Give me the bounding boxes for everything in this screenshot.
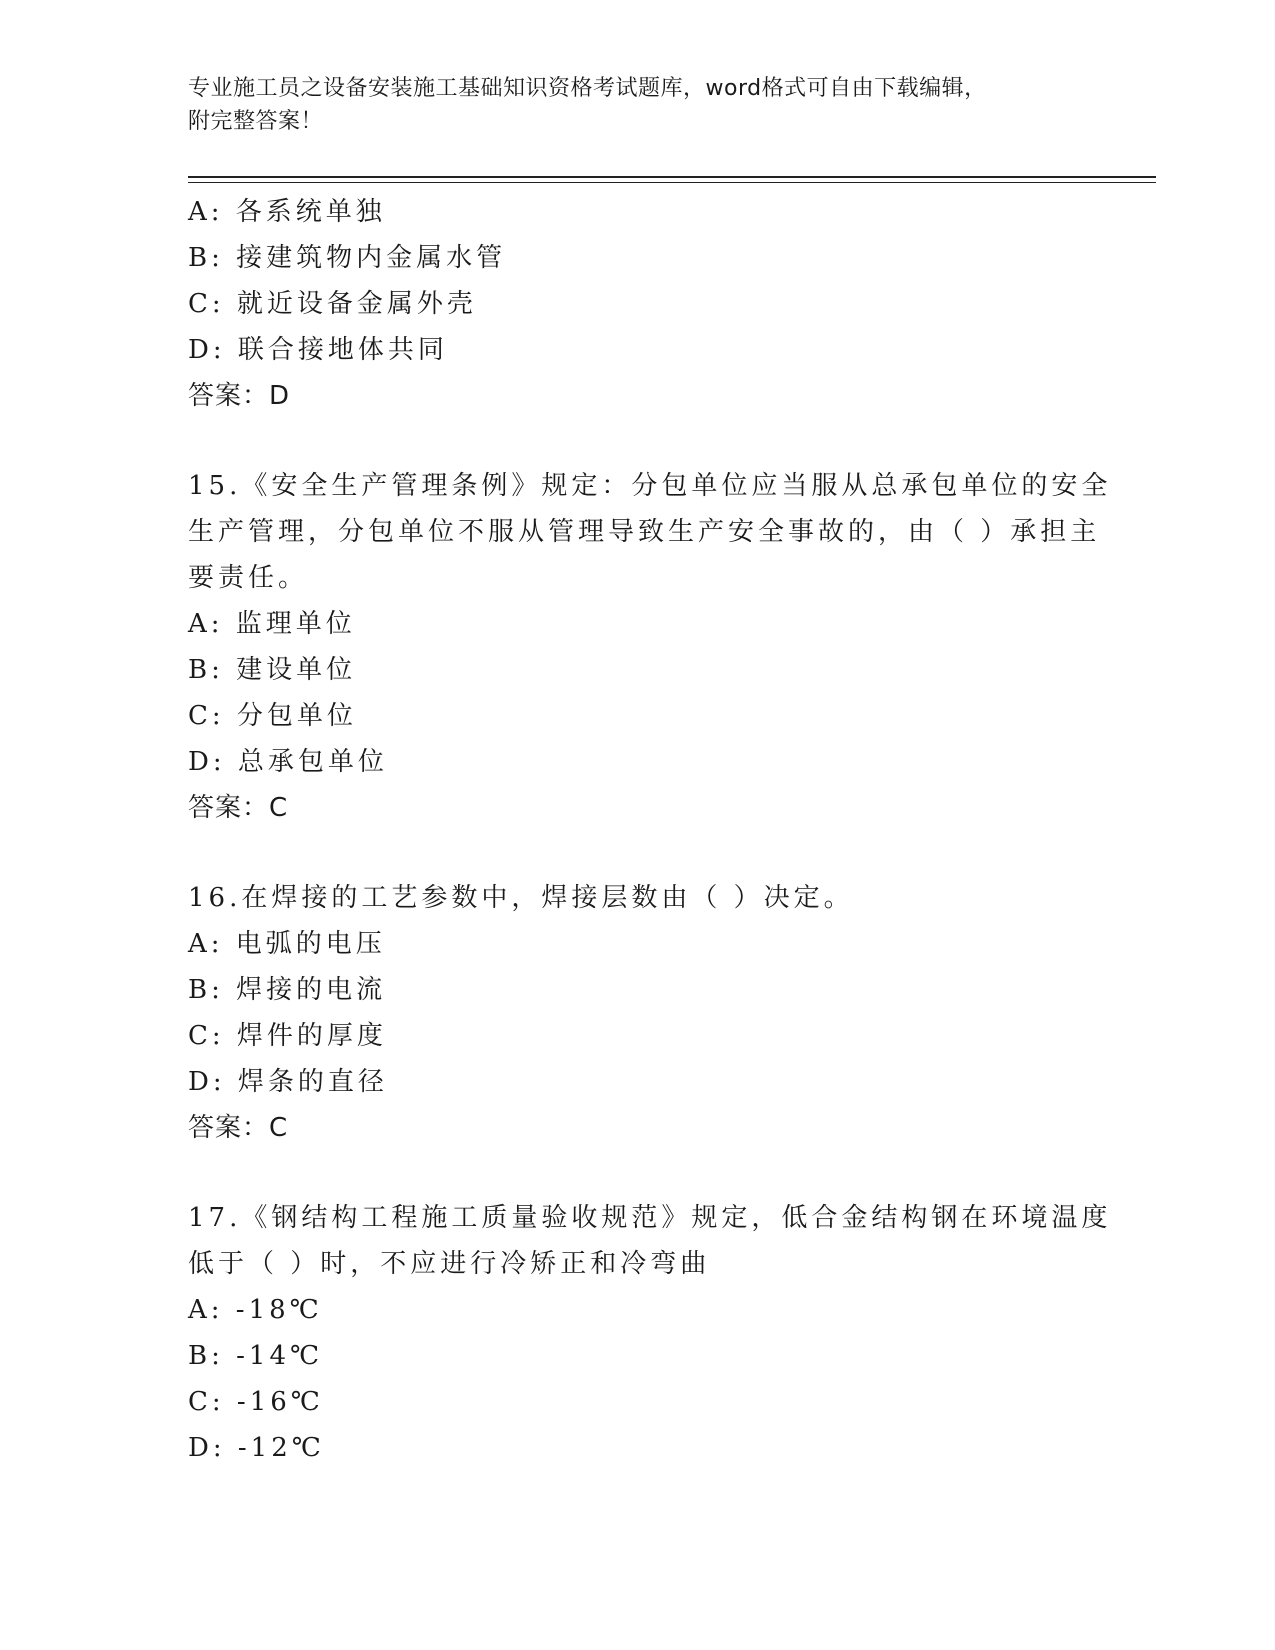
option-d: D: 焊条的直径 bbox=[188, 1067, 388, 1097]
question-text-line: 生产管理，分包单位不服从管理导致生产安全事故的，由（ ）承担主 bbox=[188, 517, 1101, 547]
header-line-2: 附完整答案！ bbox=[188, 109, 324, 134]
option-d: D: 总承包单位 bbox=[188, 747, 388, 777]
option-b: B: -14℃ bbox=[188, 1341, 324, 1371]
question-list bbox=[188, 189, 1112, 1471]
header-divider-thin bbox=[188, 182, 1156, 183]
answer-key: 答案：C bbox=[188, 1113, 289, 1143]
option-c: C: 焊件的厚度 bbox=[188, 1021, 387, 1051]
option-a: A: 监理单位 bbox=[188, 609, 356, 639]
option-b: B: 接建筑物内金属水管 bbox=[188, 243, 507, 273]
question-text-line: 17.《钢结构工程施工质量验收规范》规定，低合金结构钢在环境温度 bbox=[188, 1203, 1112, 1233]
question-14 bbox=[188, 189, 1088, 419]
question-text-line: 低于（ ）时，不应进行冷矫正和冷弯曲 bbox=[188, 1249, 711, 1279]
header-line-1: 专业施工员之设备安装施工基础知识资格考试题库，word格式可自由下载编辑， bbox=[188, 76, 987, 101]
header-divider-thick bbox=[188, 176, 1156, 178]
question-text-line: 15.《安全生产管理条例》规定：分包单位应当服从总承包单位的安全 bbox=[188, 471, 1112, 501]
option-d: D: -12℃ bbox=[188, 1433, 325, 1463]
option-c: C: -16℃ bbox=[188, 1387, 324, 1417]
question-15 bbox=[188, 463, 1112, 831]
question-16 bbox=[188, 875, 1088, 1151]
option-b: B: 建设单位 bbox=[188, 655, 357, 685]
question-text-line: 要责任。 bbox=[188, 563, 309, 593]
option-c: C: 就近设备金属外壳 bbox=[188, 289, 477, 319]
option-b: B: 焊接的电流 bbox=[188, 975, 387, 1005]
option-d: D: 联合接地体共同 bbox=[188, 335, 448, 365]
option-a: A: 各系统单独 bbox=[188, 197, 386, 227]
question-17 bbox=[188, 1195, 1112, 1471]
question-text-line: 16.在焊接的工艺参数中，焊接层数由（ ）决定。 bbox=[188, 883, 854, 913]
option-a: A: 电弧的电压 bbox=[188, 929, 386, 959]
answer-key: 答案：D bbox=[188, 381, 291, 411]
option-c: C: 分包单位 bbox=[188, 701, 357, 731]
option-a: A: -18℃ bbox=[188, 1295, 323, 1325]
document-header bbox=[188, 72, 1088, 138]
answer-key: 答案：C bbox=[188, 793, 289, 823]
